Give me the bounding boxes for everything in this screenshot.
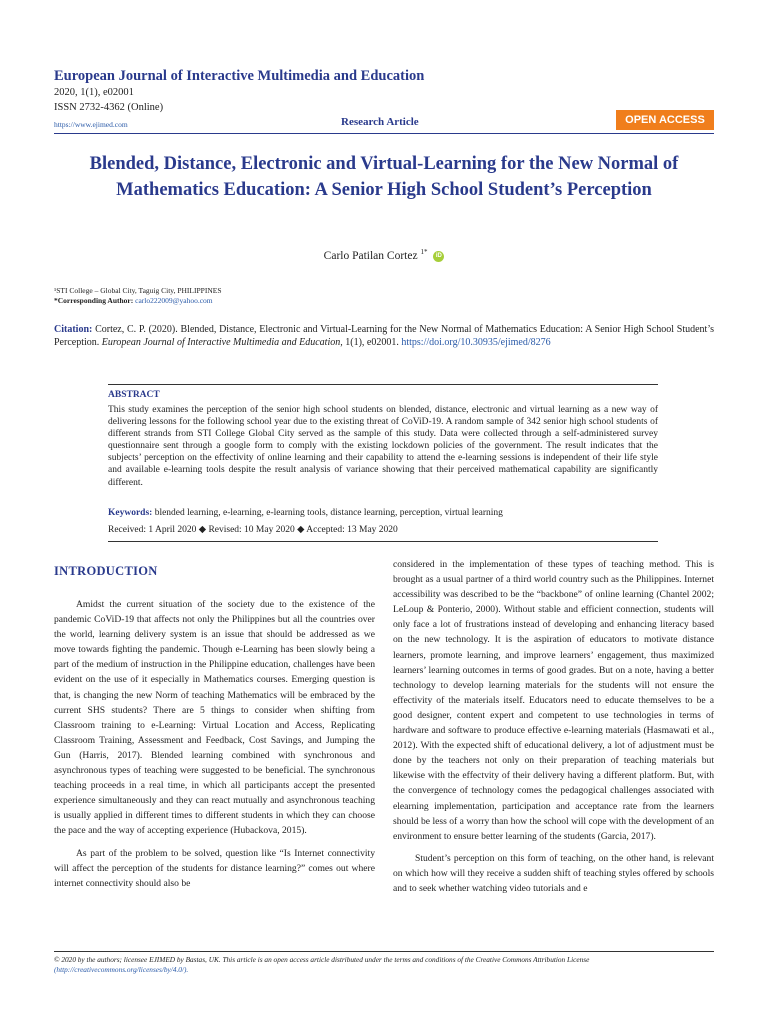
citation-text: Cortez, C. P. (2020). Blended, Distance, Electronic and Virtual-Learning for the New Normal of Mathematics Education: A Senior High School Student’s Perception. — [54, 324, 714, 348]
doi-link[interactable]: https://doi.org/10.30935/ejimed/8276 — [401, 337, 551, 348]
open-access-badge: OPEN ACCESS — [616, 110, 714, 130]
intro-paragraph-2: As part of the problem to be solved, question like “Is Internet connectivity will affect the perception of the students for distance learning?” comes out where internet connectivity should also be — [54, 847, 375, 889]
footer-license — [54, 955, 714, 975]
header-divider — [54, 133, 714, 134]
license-link[interactable]: (http://creativecommons.org/licenses/by/4.0/). — [54, 965, 189, 974]
journal-url-link[interactable]: https://www.ejimed.com — [54, 120, 128, 129]
left-column — [54, 597, 375, 891]
citation-tail: 1(1), e02001. — [345, 337, 399, 348]
intro-paragraph-3: considered in the implementation of these types of teaching method. This is brought as a usual partner of a third world country such as the Philippines. Internet accessibility was described to be the “backbone” of online learning (Chantel 2002; LeLoup & Ponterio, 2000). Without stable and efficient connection, students will only face a lot of frustrations instead of developing and enhancing literacy based on the new technology. It is the aspiration of educators to motivate distance learners, promote learning, and improve learners’ engagement, thus maximized learners’ learning outcomes in terms of good grades. But on a note, having a better technology to develop learning materials for the students will not ensure the effectivity of the materials itself. Educators need to educate themselves to be a good designer, content expert and competent to use technologies in terms of hardware and software to produce effective e-learning materials (Hasmawati et al., 2012). With the expected shift of educational delivery, a lot of adjustment must be done by the teachers not only on their preparation of teaching materials but likewise with the effectvity of their delivery having a different platform. But, with the convergence of technology comes the pedagogical challenges associated with elearning implementation, participation and acceptance rate from the learners should be less of a worry than how the school will cope with the development of an environment to ensure better learning of the students (Garcia, 2017). — [393, 559, 714, 842]
corresponding-email-link[interactable]: carlo222009@yahoo.com — [135, 296, 213, 305]
abstract-body: This study examines the perception of the senior high school students on blended, distance, electronic and virtual learning as a new way of delivering lessons for the following school year due to the existing threat of CoViD-19. A random sample of 342 senior high school students of different strands from STI College Global City served as the sample of this study. Data were collected through a self-administered survey questionnaire sent through a google form to comply with the existing lockdown policies of the government. The result indicates that the subjects’ perception on the effectivity of online learning and their capability to attend the e-learning sessions is independent of their life style and available e-learning tools despite the result analysis of variance showing that their perceived mathematical capability are significantly different. — [108, 405, 658, 488]
right-column — [393, 557, 714, 896]
keywords — [108, 508, 658, 518]
abstract-heading: ABSTRACT — [108, 390, 160, 400]
orcid-icon[interactable]: iD — [433, 251, 444, 262]
intro-paragraph-1: Amidst the current situation of the society due to the existence of the pandemic CoViD-19 that affects not only the Philippines but all the countries over the world, learning delivery system is an issue that should be addressed as we move towards fighting the pandemic. Though e-Learning has been slowly being a part of the medium of instruction in the Philippine education, challenges have been evident on the use of it especially in Mathematics courses. Emerging question is that, is changing the new Norm of teaching Mathematics will be embraced by the current SHS students? There are 5 things to consider when shifting from Classroom training to e-Learning: Virtual Location and Access, Replicating Classroom Training, Assessment and Feedback, Cost Savings, and Jumping the Gun (Harris, 2017). Blended learning combined with synchronous and asynchronous types of teaching were suggested to be beneficial. The synchronous teaching proceeds in a real time, in which all participants accept the presented experience simultaneously and they can react mutually and asynchronous teaching is usually applied in different times to different students in which they can choose the pace and the way of accepting experience (Hubackova, 2015). — [54, 599, 375, 837]
dates-line: Received: 1 April 2020 ◆ Revised: 10 May 2020 ◆ Accepted: 13 May 2020 — [108, 525, 398, 535]
abstract-top-rule — [108, 384, 658, 385]
abstract-bottom-rule — [108, 541, 658, 542]
volume-info: 2020, 1(1), e02001 — [54, 87, 134, 98]
journal-title: European Journal of Interactive Multimedia and Education — [54, 68, 425, 84]
author-marks: 1* — [420, 248, 428, 256]
corresponding-label: *Corresponding Author: — [54, 296, 134, 305]
citation-block — [54, 323, 714, 349]
citation-label: Citation: — [54, 324, 93, 335]
keywords-label: Keywords: — [108, 508, 153, 518]
issn: ISSN 2732-4362 (Online) — [54, 102, 164, 113]
footer-rule — [54, 951, 714, 952]
author-line — [54, 248, 714, 262]
corresponding-author — [54, 296, 213, 305]
intro-paragraph-4: Student’s perception on this form of teaching, on the other hand, is relevant on which how will they receive a sudden shift of teaching styles offered by schools and to seek whether watching video tutorials and e — [393, 852, 714, 894]
article-type: Research Article — [341, 116, 419, 128]
author-name: Carlo Patilan Cortez — [323, 249, 418, 262]
keywords-list: blended learning, e-learning, e-learning tools, distance learning, perception, virtual learning — [154, 508, 503, 518]
affiliation: ¹STI College – Global City, Taguig City, PHILIPPINES — [54, 286, 222, 295]
paper-title: Blended, Distance, Electronic and Virtual-Learning for the New Normal of Mathematics Education: A Senior High School Student’s Perception — [89, 154, 679, 200]
citation-journal: European Journal of Interactive Multimedia and Education, — [101, 337, 343, 348]
footer-text: © 2020 by the authors; licensee EJIMED by Bastas, UK. This article is an open access article distributed under the terms and conditions of the Creative Commons Attribution License — [54, 955, 590, 964]
introduction-heading: INTRODUCTION — [54, 564, 158, 578]
